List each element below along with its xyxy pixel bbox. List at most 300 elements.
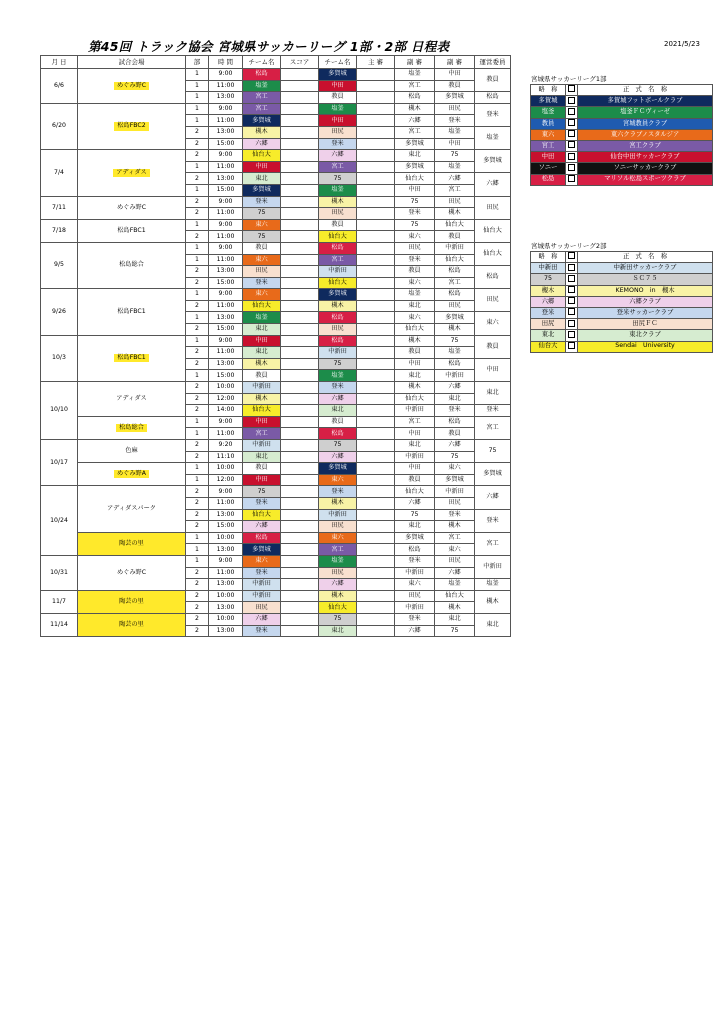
legend-1-title: 宮城県サッカーリーグ1部 [531,75,607,83]
away-team-cell: 中新田 [319,266,357,278]
venue-cell [78,335,186,381]
home-team-cell: 仙台大 [243,300,281,312]
main-referee-cell [357,451,395,463]
team-full-name: 多賀城フットボールクラブ [578,96,713,107]
committee-cell: 多賀城 [475,463,511,486]
main-referee-cell [357,324,395,336]
score-cell [281,567,319,579]
away-team-cell: 塩釜 [319,103,357,115]
time-cell: 11:00 [209,161,243,173]
main-referee-cell [357,521,395,533]
time-cell: 9:00 [209,416,243,428]
legend-row [531,263,713,274]
table-row [41,613,511,625]
time-cell: 13:00 [209,126,243,138]
assistant-referee-2: 田尻 [435,103,475,115]
legend-1-header [531,85,713,96]
main-referee-cell [357,497,395,509]
time-cell: 9:00 [209,196,243,208]
committee-cell: 75 [475,440,511,463]
team-full-name: 田尻ＦＣ [578,319,713,330]
score-cell [281,335,319,347]
division-cell: 1 [186,80,209,92]
division-cell: 1 [186,254,209,266]
division-cell: 2 [186,208,209,220]
division-cell: 1 [186,69,209,81]
assistant-referee-2: 宮工 [435,277,475,289]
assistant-referee-2: 中田 [435,69,475,81]
assistant-referee-1: 仙台大 [395,324,435,336]
checkbox-icon [568,275,575,282]
assistant-referee-2: 登米 [435,115,475,127]
away-team-cell: 東北 [319,405,357,417]
time-cell: 12:00 [209,474,243,486]
venue-cell [78,219,186,242]
committee-cell: 中田 [475,358,511,381]
home-team-cell: 多賀城 [243,184,281,196]
score-cell [281,393,319,405]
match-date: 10/17 [41,440,78,486]
col-header-date: 月 日 [41,56,78,69]
table-row [41,555,511,567]
assistant-referee-1: 田尻 [395,242,435,254]
home-team-cell: 多賀城 [243,115,281,127]
assistant-referee-2: 東北 [435,393,475,405]
home-team-cell: 中田 [243,416,281,428]
score-cell [281,451,319,463]
table-row [41,242,511,254]
committee-cell: 多賀城 [475,150,511,173]
assistant-referee-1: 中田 [395,428,435,440]
division-cell: 2 [186,567,209,579]
home-team-cell: 登米 [243,196,281,208]
document-date: 2021/5/23 [664,40,700,48]
venue-cell [78,532,186,555]
assistant-referee-2: 中新田 [435,242,475,254]
time-cell: 11:00 [209,115,243,127]
committee-cell: 登米 [475,103,511,126]
venue-cell [78,555,186,590]
team-abbr: 東北 [531,330,566,341]
assistant-referee-1: 仙台大 [395,486,435,498]
home-team-cell: 宮工 [243,92,281,104]
home-team-cell: 六郷 [243,613,281,625]
time-cell: 15:00 [209,370,243,382]
home-team-cell: 中田 [243,474,281,486]
legend-header-abbr: 略 称 [531,85,566,96]
score-cell [281,463,319,475]
assistant-referee-2: 中田 [435,138,475,150]
division-cell: 2 [186,521,209,533]
col-header-assistant-2: 副 審 [435,56,475,69]
team-full-name: 塩釜ＦＣヴィーゼ [578,107,713,118]
team-abbr: ソニー [531,163,566,174]
home-team-cell: 東北 [243,324,281,336]
team-full-name: 仙台中田サッカークラブ [578,152,713,163]
legend-row [531,107,713,118]
home-team-cell: 登米 [243,567,281,579]
home-team-cell: 宮工 [243,103,281,115]
assistant-referee-1: 多賀城 [395,532,435,544]
assistant-referee-1: 登米 [395,254,435,266]
match-date: 10/3 [41,335,78,381]
assistant-referee-1: 宮工 [395,80,435,92]
match-date: 7/11 [41,196,78,219]
table-row [41,69,511,81]
score-cell [281,312,319,324]
score-cell [281,138,319,150]
team-abbr: 東六 [531,129,566,140]
assistant-referee-1: 中新田 [395,451,435,463]
time-cell: 15:00 [209,521,243,533]
venue-cell [78,463,186,486]
team-abbr: 登米 [531,307,566,318]
table-row [41,590,511,602]
home-team-cell: 教員 [243,370,281,382]
checkbox-icon [568,252,575,259]
home-team-cell: 東北 [243,347,281,359]
venue-cell [78,103,186,149]
venue-name: 色麻 [125,446,138,454]
main-referee-cell [357,590,395,602]
score-cell [281,92,319,104]
legend-2-body [531,252,713,353]
assistant-referee-2: 塩釜 [435,347,475,359]
away-team-cell: 東六 [319,532,357,544]
committee-cell: 田尻 [475,196,511,219]
away-team-cell: 松島 [319,312,357,324]
assistant-referee-2: 教員 [435,80,475,92]
division-cell: 2 [186,602,209,614]
committee-cell: 松島 [475,92,511,104]
assistant-referee-2: 六郷 [435,567,475,579]
main-referee-cell [357,254,395,266]
assistant-referee-1: 東北 [395,300,435,312]
legend-row [531,140,713,151]
assistant-referee-2: 田尻 [435,196,475,208]
away-team-cell: 中田 [319,80,357,92]
home-team-cell: 多賀城 [243,544,281,556]
time-cell: 11:00 [209,80,243,92]
legend-check [566,163,578,174]
legend-row [531,118,713,129]
home-team-cell: 中新田 [243,440,281,452]
main-referee-cell [357,277,395,289]
assistant-referee-1: 東六 [395,579,435,591]
division-cell: 1 [186,474,209,486]
away-team-cell: 登米 [319,382,357,394]
venue-name: アディダス [113,169,149,177]
main-referee-cell [357,567,395,579]
assistant-referee-1: 仙台大 [395,393,435,405]
assistant-referee-1: 松島 [395,92,435,104]
main-referee-cell [357,602,395,614]
col-header-division: 部 [186,56,209,69]
score-cell [281,532,319,544]
away-team-cell: 多賀城 [319,463,357,475]
division-cell: 2 [186,196,209,208]
assistant-referee-1: 宮工 [395,416,435,428]
team-full-name: 東北クラブ [578,330,713,341]
home-team-cell: 75 [243,486,281,498]
committee-cell: 登米 [475,509,511,532]
schedule-body [41,56,511,637]
header-row [41,56,511,69]
col-header-score: スコア [281,56,319,69]
assistant-referee-2: 田尻 [435,555,475,567]
col-header-assistant-1: 副 審 [395,56,435,69]
home-team-cell: 塩釜 [243,80,281,92]
home-team-cell: 登米 [243,625,281,637]
home-team-cell: 槻木 [243,126,281,138]
assistant-referee-2: 松島 [435,266,475,278]
home-team-cell: 槻木 [243,393,281,405]
assistant-referee-1: 登米 [395,208,435,220]
division-cell: 2 [186,625,209,637]
team-full-name: 登米サッカークラブ [578,307,713,318]
time-cell: 13:00 [209,312,243,324]
division-cell: 1 [186,370,209,382]
venue-cell [78,196,186,219]
away-team-cell: 中田 [319,115,357,127]
score-cell [281,300,319,312]
col-header-committee: 運営委員 [475,56,511,69]
main-referee-cell [357,161,395,173]
table-row [41,486,511,498]
division-cell: 2 [186,173,209,185]
table-row [41,196,511,208]
legend-row [531,174,713,185]
committee-cell: 登米 [475,405,511,417]
main-referee-cell [357,312,395,324]
away-team-cell: 中新田 [319,509,357,521]
time-cell: 10:00 [209,590,243,602]
assistant-referee-2: 教員 [435,428,475,440]
away-team-cell: 槻木 [319,196,357,208]
committee-cell: 田尻 [475,289,511,312]
match-date: 10/10 [41,382,78,440]
division-cell: 2 [186,451,209,463]
checkbox-icon [568,331,575,338]
away-team-cell: 75 [319,440,357,452]
assistant-referee-2: 宮工 [435,532,475,544]
team-full-name: Sendai University [578,341,713,352]
score-cell [281,474,319,486]
home-team-cell: 仙台大 [243,150,281,162]
table-row [41,289,511,301]
checkbox-icon [568,164,575,171]
main-referee-cell [357,196,395,208]
division-cell: 1 [186,219,209,231]
assistant-referee-1: 75 [395,196,435,208]
assistant-referee-1: 東北 [395,521,435,533]
away-team-cell: 多賀城 [319,289,357,301]
legend-2-table [530,251,713,353]
venue-cell [78,242,186,288]
division-cell: 2 [186,231,209,243]
committee-cell: 中新田 [475,555,511,578]
committee-cell: 槻木 [475,590,511,613]
checkbox-icon [568,264,575,271]
home-team-cell: 中田 [243,335,281,347]
home-team-cell: 教員 [243,242,281,254]
time-cell: 11:00 [209,300,243,312]
away-team-cell: 中新田 [319,347,357,359]
time-cell: 9:00 [209,555,243,567]
assistant-referee-2: 塩釜 [435,161,475,173]
assistant-referee-1: 多賀城 [395,161,435,173]
division-cell: 1 [186,463,209,475]
match-date: 6/20 [41,103,78,149]
assistant-referee-2: 六郷 [435,440,475,452]
assistant-referee-2: 松島 [435,416,475,428]
committee-cell: 宮工 [475,416,511,439]
division-cell: 2 [186,150,209,162]
assistant-referee-1: 中新田 [395,405,435,417]
away-team-cell: 田尻 [319,324,357,336]
main-referee-cell [357,463,395,475]
assistant-referee-2: 槻木 [435,521,475,533]
assistant-referee-1: 中田 [395,184,435,196]
col-header-team-away: チーム名 [319,56,357,69]
division-cell: 1 [186,115,209,127]
division-cell: 2 [186,509,209,521]
committee-cell: 塩釜 [475,126,511,149]
division-cell: 1 [186,312,209,324]
score-cell [281,521,319,533]
checkbox-icon [568,297,575,304]
home-team-cell: 東六 [243,289,281,301]
score-cell [281,486,319,498]
legend-header-abbr: 略 称 [531,252,566,263]
legend-row [531,341,713,352]
committee-cell: 塩釜 [475,579,511,591]
legend-2-title: 宮城県サッカーリーグ2部 [531,242,607,250]
division-cell: 2 [186,497,209,509]
away-team-cell: 教員 [319,416,357,428]
assistant-referee-1: 中新田 [395,602,435,614]
score-cell [281,440,319,452]
time-cell: 12:00 [209,393,243,405]
home-team-cell: 六郷 [243,138,281,150]
match-date: 11/14 [41,613,78,636]
away-team-cell: 東六 [319,474,357,486]
main-referee-cell [357,555,395,567]
time-cell: 11:00 [209,428,243,440]
main-referee-cell [357,335,395,347]
away-team-cell: 仙台大 [319,231,357,243]
time-cell: 9:00 [209,289,243,301]
home-team-cell: 六郷 [243,521,281,533]
match-date: 9/5 [41,242,78,288]
time-cell: 11:10 [209,451,243,463]
venue-cell [78,613,186,636]
assistant-referee-2: 田尻 [435,497,475,509]
venue-name: 陶芸の里 [119,597,144,605]
committee-cell: 仙台大 [475,242,511,265]
legend-check [566,96,578,107]
main-referee-cell [357,219,395,231]
committee-cell: 松島 [475,266,511,289]
assistant-referee-1: 東六 [395,231,435,243]
venue-cell [78,289,186,335]
team-full-name: 宮工クラブ [578,140,713,151]
time-cell: 11:00 [209,254,243,266]
main-referee-cell [357,347,395,359]
committee-cell: 東北 [475,382,511,405]
legend-check [566,285,578,296]
venue-name: めぐみ野C [116,203,147,211]
team-full-name: 東六クラブノスタルジア [578,129,713,140]
assistant-referee-2: 75 [435,335,475,347]
legend-check [566,274,578,285]
time-cell: 10:00 [209,532,243,544]
away-team-cell: 仙台大 [319,277,357,289]
score-cell [281,370,319,382]
home-team-cell: 松島 [243,532,281,544]
assistant-referee-1: 仙台大 [395,173,435,185]
assistant-referee-1: 槻木 [395,103,435,115]
match-date: 7/18 [41,219,78,242]
venue-name: 陶芸の里 [119,620,144,628]
table-row [41,103,511,115]
venue-name: めぐみ野C [114,82,149,90]
assistant-referee-2: 東六 [435,544,475,556]
score-cell [281,80,319,92]
score-cell [281,544,319,556]
assistant-referee-2: 仙台大 [435,219,475,231]
score-cell [281,126,319,138]
division-cell: 1 [186,103,209,115]
venue-name: 陶芸の里 [119,539,144,547]
division-cell: 2 [186,579,209,591]
assistant-referee-2: 仙台大 [435,590,475,602]
main-referee-cell [357,184,395,196]
division-cell: 1 [186,161,209,173]
division-cell: 2 [186,382,209,394]
division-cell: 2 [186,266,209,278]
away-team-cell: 槻木 [319,497,357,509]
time-cell: 10:00 [209,463,243,475]
score-cell [281,208,319,220]
assistant-referee-2: 六郷 [435,173,475,185]
checkbox-icon [568,108,575,115]
assistant-referee-2: 槻木 [435,324,475,336]
away-team-cell: 登米 [319,486,357,498]
venue-name: めぐみ野A [114,470,149,478]
away-team-cell: 松島 [319,428,357,440]
main-referee-cell [357,486,395,498]
division-cell: 2 [186,405,209,417]
score-cell [281,231,319,243]
col-header-main-referee: 主 審 [357,56,395,69]
table-row [41,335,511,347]
team-abbr: 田尻 [531,319,566,330]
committee-cell: 六郷 [475,173,511,196]
main-referee-cell [357,405,395,417]
home-team-cell: 槻木 [243,358,281,370]
home-team-cell: 仙台大 [243,509,281,521]
committee-cell: 東六 [475,312,511,335]
checkbox-icon [568,342,575,349]
assistant-referee-2: 75 [435,625,475,637]
assistant-referee-2: 松島 [435,358,475,370]
time-cell: 13:00 [209,266,243,278]
legend-row [531,163,713,174]
table-row [41,440,511,452]
main-referee-cell [357,138,395,150]
away-team-cell: 75 [319,358,357,370]
